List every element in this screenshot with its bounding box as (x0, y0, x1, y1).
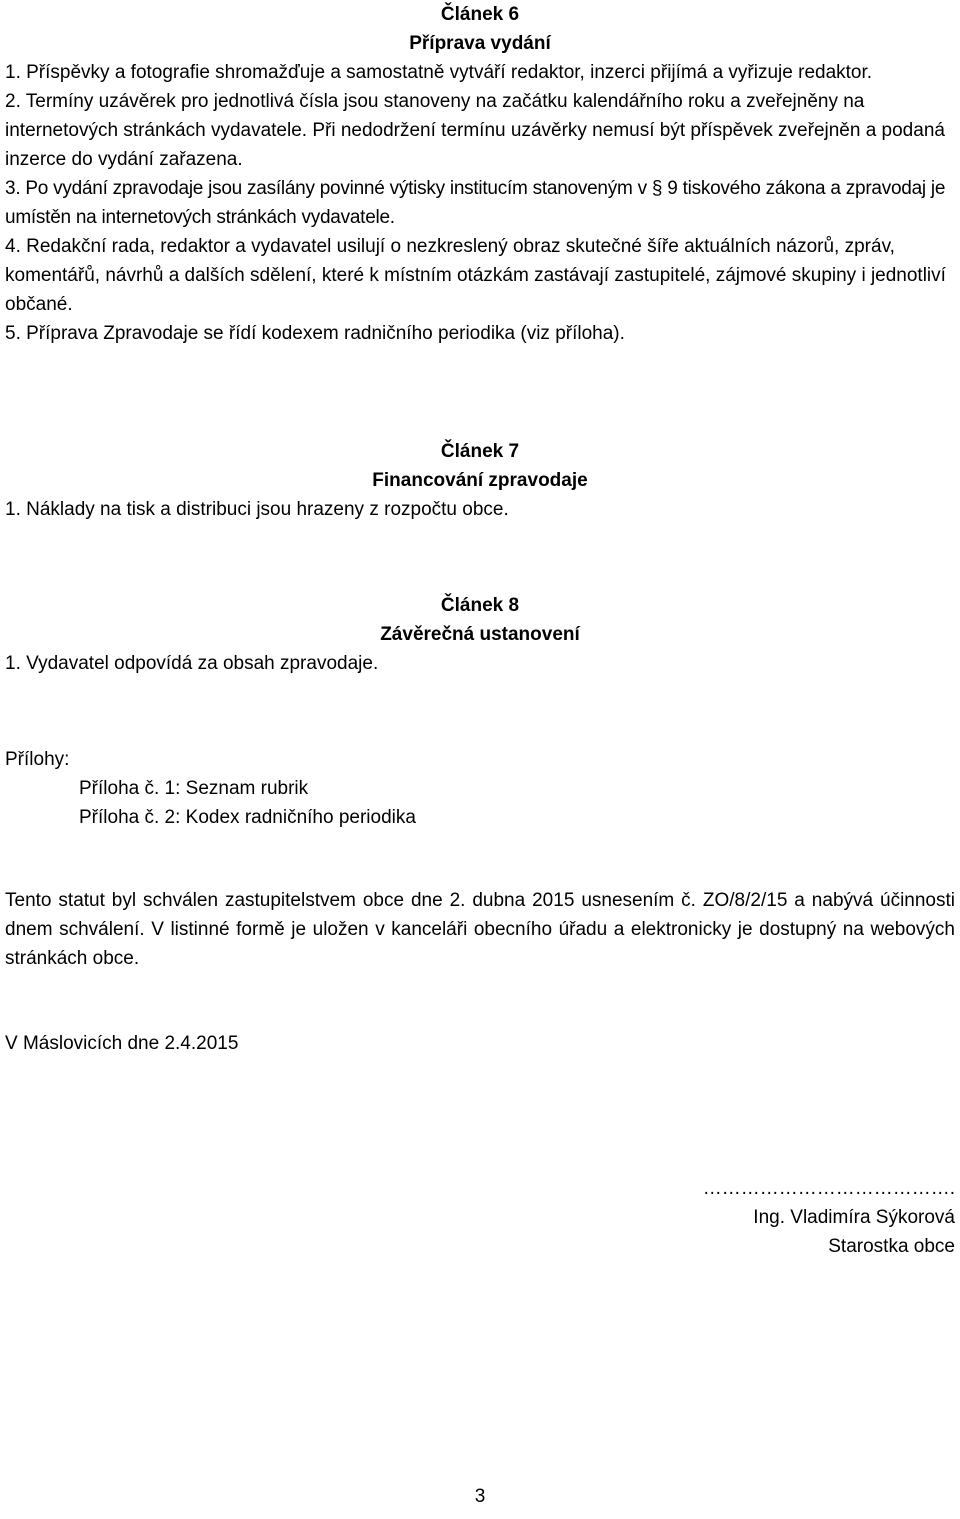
signature-line: …………………………………. (702, 1178, 955, 1199)
signatory-role: Starostka obce (828, 1236, 955, 1257)
article-7-title: Článek 7 (440, 441, 520, 462)
article-6 (5, 0, 955, 348)
attachment-item-1: Příloha č. 1: Seznam rubrik (79, 778, 309, 799)
article-7-subtitle: Financování zpravodaje (372, 470, 588, 491)
article-7 (5, 437, 955, 524)
article-6-item-1: 1. Příspěvky a fotografie shromažďuje a samostatně vytváří redaktor, inzerci přijímá a vyřizuje redaktor. (5, 62, 873, 83)
attachments-label: Přílohy: (5, 749, 70, 770)
article-6-item-5: 5. Příprava Zpravodaje se řídí kodexem radničního periodika (viz příloha). (5, 323, 625, 344)
article-6-subtitle: Příprava vydání (409, 33, 551, 54)
article-8-title: Článek 8 (440, 595, 520, 616)
article-6-item-3: 3. Po vydání zpravodaje jsou zasílány povinné výtisky institucím stanoveným v § 9 tiskového zákona a zpravodaj je umístěn na internetových stránkách vydavatele. (5, 178, 946, 228)
place-date: V Máslovicích dne 2.4.2015 (5, 1033, 239, 1054)
approval-statement: Tento statut byl schválen zastupitelstvem obce dne 2. dubna 2015 usnesením č. ZO/8/2/15 a nabývá účinnosti dnem schválení. V listinné formě je uložen v kanceláři obecního úřadu a elektronicky je dostupný na webových stránkách obce. (5, 890, 955, 969)
signatory-name: Ing. Vladimíra Sýkorová (753, 1207, 955, 1228)
article-6-item-2: 2. Termíny uzávěrek pro jednotlivá čísla jsou stanoveny na začátku kalendářního roku a zveřejněny na internetových stránkách vydavatele. Při nedodržení termínu uzávěrky nemusí být příspěvek zveřejněn a podaná inzerce do vydání zařazena. (5, 91, 945, 170)
page-number: 3 (474, 1486, 486, 1507)
article-7-item-1: 1. Náklady na tisk a distribuci jsou hrazeny z rozpočtu obce. (5, 499, 509, 520)
article-6-item-4: 4. Redakční rada, redaktor a vydavatel usilují o nezkreslený obraz skutečné šíře aktuálních názorů, zpráv, komentářů, návrhů a dalších sdělení, které k místním otázkám zastávají zastupitelé, zájmové skupiny i jednotliví občané. (5, 236, 946, 315)
attachments (5, 745, 955, 832)
article-8-item-1: 1. Vydavatel odpovídá za obsah zpravodaje. (5, 653, 379, 674)
article-6-title: Článek 6 (440, 4, 520, 25)
attachment-item-2: Příloha č. 2: Kodex radničního periodika (79, 807, 416, 828)
signature-block (555, 1174, 955, 1261)
article-8 (5, 591, 955, 678)
article-8-subtitle: Závěrečná ustanovení (380, 624, 580, 645)
